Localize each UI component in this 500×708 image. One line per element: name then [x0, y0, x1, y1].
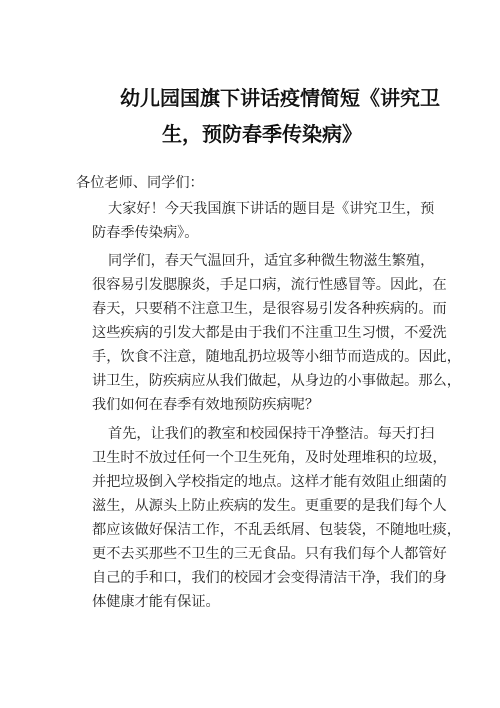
- document-title-line-1: 幼儿园国旗下讲话疫情简短《讲究卫: [120, 86, 440, 110]
- paragraph-line: 讲卫生，防疾病应从我们做起，从身边的小事做起。那么，: [92, 373, 461, 389]
- paragraph-line: 自己的手和口，我们的校园才会变得清洁干净，我们的身: [92, 570, 447, 586]
- paragraph-line: 我们如何在春季有效地预防疾病呢？: [92, 397, 320, 413]
- paragraph-line: 大家好！今天我国旗下讲话的题目是《讲究卫生，预: [108, 201, 435, 217]
- salutation: 各位老师、同学们：: [76, 175, 204, 191]
- paragraph-line: 都应该做好保洁工作，不乱丢纸屑、包装袋，不随地吐痰，: [92, 522, 461, 538]
- paragraph-line: 更不去买那些不卫生的三无食品。只有我们每个人都管好: [92, 546, 447, 562]
- paragraph-line: 并把垃圾倒入学校指定的地点。这样才能有效阻止细菌的: [92, 474, 447, 490]
- paragraph-line: 防春季传染病》。: [92, 225, 199, 241]
- paragraph-line: 同学们，春天气温回升，适宜多种微生物滋生繁殖，: [108, 253, 435, 269]
- document-title-line-2: 生，预防春季传染病》: [162, 122, 362, 146]
- paragraph-line: 卫生时不放过任何一个卫生死角，及时处理堆积的垃圾，: [92, 450, 447, 466]
- paragraph-line: 滋生，从源头上防止疾病的发生。更重要的是我们每个人: [92, 498, 447, 514]
- paragraph-line: 手，饮食不注意，随地乱扔垃圾等小细节而造成的。因此，: [92, 349, 461, 365]
- paragraph-line: 体健康才能有保证。: [92, 594, 220, 610]
- paragraph-line: 很容易引发腮腺炎，手足口病，流行性感冒等。因此，在: [92, 277, 447, 293]
- paragraph-line: 春天，只要稍不注意卫生，是很容易引发各种疾病的。而: [92, 301, 447, 317]
- paragraph-line: 首先，让我们的教室和校园保持干净整洁。每天打扫: [108, 426, 435, 442]
- paragraph-line: 这些疾病的引发大都是由于我们不注重卫生习惯，不爱洗: [92, 325, 447, 341]
